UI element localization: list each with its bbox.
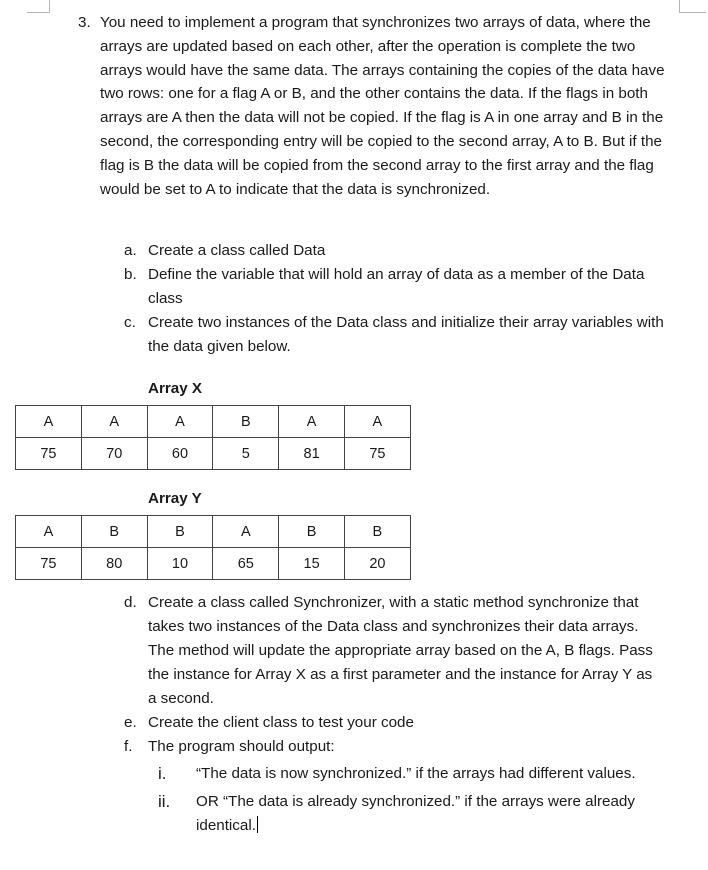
table-cell: 15: [279, 548, 345, 580]
list-item-text: The program should output:: [148, 738, 335, 755]
array-x-table: [15, 405, 411, 470]
list-marker: ii.: [158, 792, 171, 811]
list-item-text: Create two instances of the Data class and initialize their array variables with the data given below.: [148, 314, 664, 355]
list-item: [124, 263, 664, 311]
list-item: [158, 762, 668, 786]
list-marker: b.: [124, 266, 137, 283]
table-cell: 75: [344, 438, 410, 470]
table-row-values: [16, 548, 411, 580]
table-cell: A: [147, 406, 213, 438]
table-cell: A: [344, 406, 410, 438]
array-y-title: Array Y: [148, 490, 202, 507]
list-item-text: Define the variable that will hold an array of data as a member of the Data class: [148, 266, 645, 307]
table-cell: A: [213, 516, 279, 548]
table-cell: B: [213, 406, 279, 438]
table-cell: A: [279, 406, 345, 438]
table-cell: B: [279, 516, 345, 548]
list-item: [158, 790, 668, 838]
list-item-text: Create a class called Data: [148, 242, 326, 259]
list-item-text: OR “The data is already synchronized.” if the arrays were already identical.: [196, 793, 635, 834]
list-item: [124, 711, 664, 735]
table-row-flags: [16, 406, 411, 438]
table-cell: B: [147, 516, 213, 548]
array-y-table: [15, 515, 411, 580]
list-marker: d.: [124, 594, 137, 611]
list-item: [124, 311, 664, 359]
table-cell: 80: [81, 548, 147, 580]
table-cell: 20: [344, 548, 410, 580]
question-text: You need to implement a program that synchronizes two arrays of data, where the arrays are updated based on each other, after the operation is complete the two arrays would have the same data. The arrays containing the copies of the data have two rows: one for a flag A or B, and the other contains the data. If the flags in both arrays are A then the data will not be copied. If the flag is A in one array and B in the second, the corresponding entry will be copied to the second array, A to B. But if the flag is B the data will be copied from the second array to the first array and the flag would be set to A to indicate that the data is synchronized.: [100, 14, 665, 198]
page-corner-mark-left: [27, 0, 50, 13]
table-cell: B: [81, 516, 147, 548]
output-list: [158, 762, 668, 838]
array-x-title: Array X: [148, 380, 203, 397]
list-item: [124, 239, 664, 263]
page-corner-mark-right: [679, 0, 706, 13]
instruction-list-def: [124, 591, 664, 759]
table-cell: A: [16, 516, 82, 548]
list-marker: c.: [124, 314, 136, 331]
table-cell: 70: [81, 438, 147, 470]
table-cell: 75: [16, 438, 82, 470]
table-cell: 60: [147, 438, 213, 470]
list-marker: f.: [124, 738, 133, 755]
list-item: [124, 591, 664, 711]
table-cell: A: [16, 406, 82, 438]
table-cell: A: [81, 406, 147, 438]
table-cell: 5: [213, 438, 279, 470]
list-marker: a.: [124, 242, 137, 259]
table-cell: 10: [147, 548, 213, 580]
text-cursor: [257, 816, 258, 833]
list-item: [124, 735, 664, 759]
list-item-text: Create a class called Synchronizer, with a static method synchronize that takes two instances of the Data class and synchronizes their data arrays. The method will update the appropriate array based on the A, B flags. Pass the instance for Array X as a first parameter and the instance for Array Y as a second.: [148, 594, 653, 707]
list-marker: e.: [124, 714, 137, 731]
list-item-text: Create the client class to test your code: [148, 714, 414, 731]
table-row-values: [16, 438, 411, 470]
list-item-text: “The data is now synchronized.” if the arrays had different values.: [196, 765, 636, 782]
table-cell: 65: [213, 548, 279, 580]
instruction-list-abc: [124, 239, 664, 359]
table-cell: 75: [16, 548, 82, 580]
table-cell: 81: [279, 438, 345, 470]
table-row-flags: [16, 516, 411, 548]
list-marker: i.: [158, 764, 167, 783]
question-number: 3.: [78, 14, 91, 31]
table-cell: B: [344, 516, 410, 548]
